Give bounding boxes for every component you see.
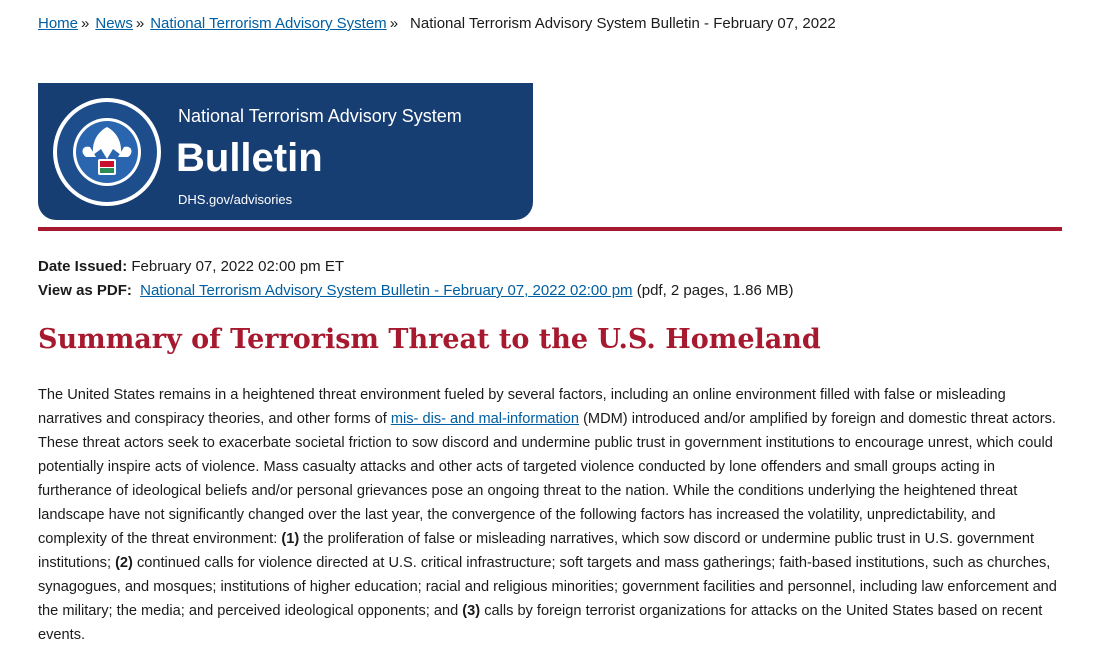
- summary-text-2: (MDM) introduced and/or amplified by foreign and domestic threat actors. These threat actors seek to exacerbate societal friction to sow discord and undermine public trust in government institutions to encourage unrest, which could potentially inspire acts of violence. Mass casualty attacks and other acts of targeted violence conducted by lone offenders and small groups acting in furtherance of ideological beliefs and/or personal grievances pose an ongoing threat to the nation. While the conditions underlying the heightened threat landscape have not significantly changed over the last year, the convergence of the following factors has increased the volatility, unpredictability, and complexity of the threat environment:: [38, 411, 1056, 547]
- date-issued-row: [38, 255, 794, 279]
- breadcrumb-home-link[interactable]: Home: [38, 15, 79, 32]
- bulletin-meta: [38, 255, 794, 303]
- ntas-bulletin-banner: [38, 83, 533, 220]
- pdf-info: (pdf, 2 pages, 1.86 MB): [636, 282, 794, 299]
- breadcrumb-separator: »: [135, 15, 145, 32]
- factor-1-label: (1): [281, 531, 300, 547]
- breadcrumb-news-link[interactable]: News: [95, 15, 133, 32]
- section-divider: [38, 227, 1062, 231]
- breadcrumb-separator: »: [81, 15, 90, 32]
- mdm-link[interactable]: mis- dis- and mal-information: [390, 411, 580, 427]
- summary-text-3: the proliferation of false or misleading narratives, which sow discord or undermine public trust in U.S. government institutions;: [38, 531, 1035, 571]
- summary-text-1: The United States remains in a heightened threat environment fueled by several factors, including an online environment filled with false or misleading narratives and conspiracy theories, and other forms of: [38, 387, 1006, 427]
- summary-text-4: continued calls for violence directed at U.S. critical infrastructure; soft targets and mass gatherings; faith-based institutions, such as churches, synagogues, and mosques; institutions of higher education; racial and religious minorities; government facilities and personnel, including law enforcement and the military; the media; and perceived ideological opponents; and: [38, 555, 1057, 619]
- banner-url: DHS.gov/advisories: [178, 192, 293, 207]
- factor-3-label: (3): [462, 603, 481, 619]
- banner-system-name: National Terrorism Advisory System: [178, 106, 462, 126]
- factor-2-label: (2): [115, 555, 133, 571]
- summary-text-5: calls by foreign terrorist organizations for attacks on the United States based on recent events.: [38, 603, 1043, 643]
- pdf-row: [38, 279, 794, 303]
- breadcrumb-separator: »: [389, 15, 399, 32]
- dhs-seal-icon: [52, 97, 162, 207]
- date-issued-value: February 07, 2022 02:00 pm ET: [131, 258, 344, 275]
- date-issued-label: Date Issued:: [38, 258, 128, 275]
- pdf-label: View as PDF:: [38, 282, 132, 299]
- summary-paragraph: [38, 383, 1062, 647]
- banner-title: Bulletin: [176, 136, 323, 180]
- breadcrumb-ntas-link[interactable]: National Terrorism Advisory System: [150, 15, 387, 32]
- breadcrumb: [38, 13, 836, 35]
- pdf-download-link[interactable]: National Terrorism Advisory System Bulletin - February 07, 2022 02:00 pm: [140, 282, 633, 299]
- breadcrumb-current: National Terrorism Advisory System Bulletin - February 07, 2022: [410, 15, 836, 32]
- summary-heading: Summary of Terrorism Threat to the U.S. Homeland: [38, 324, 821, 355]
